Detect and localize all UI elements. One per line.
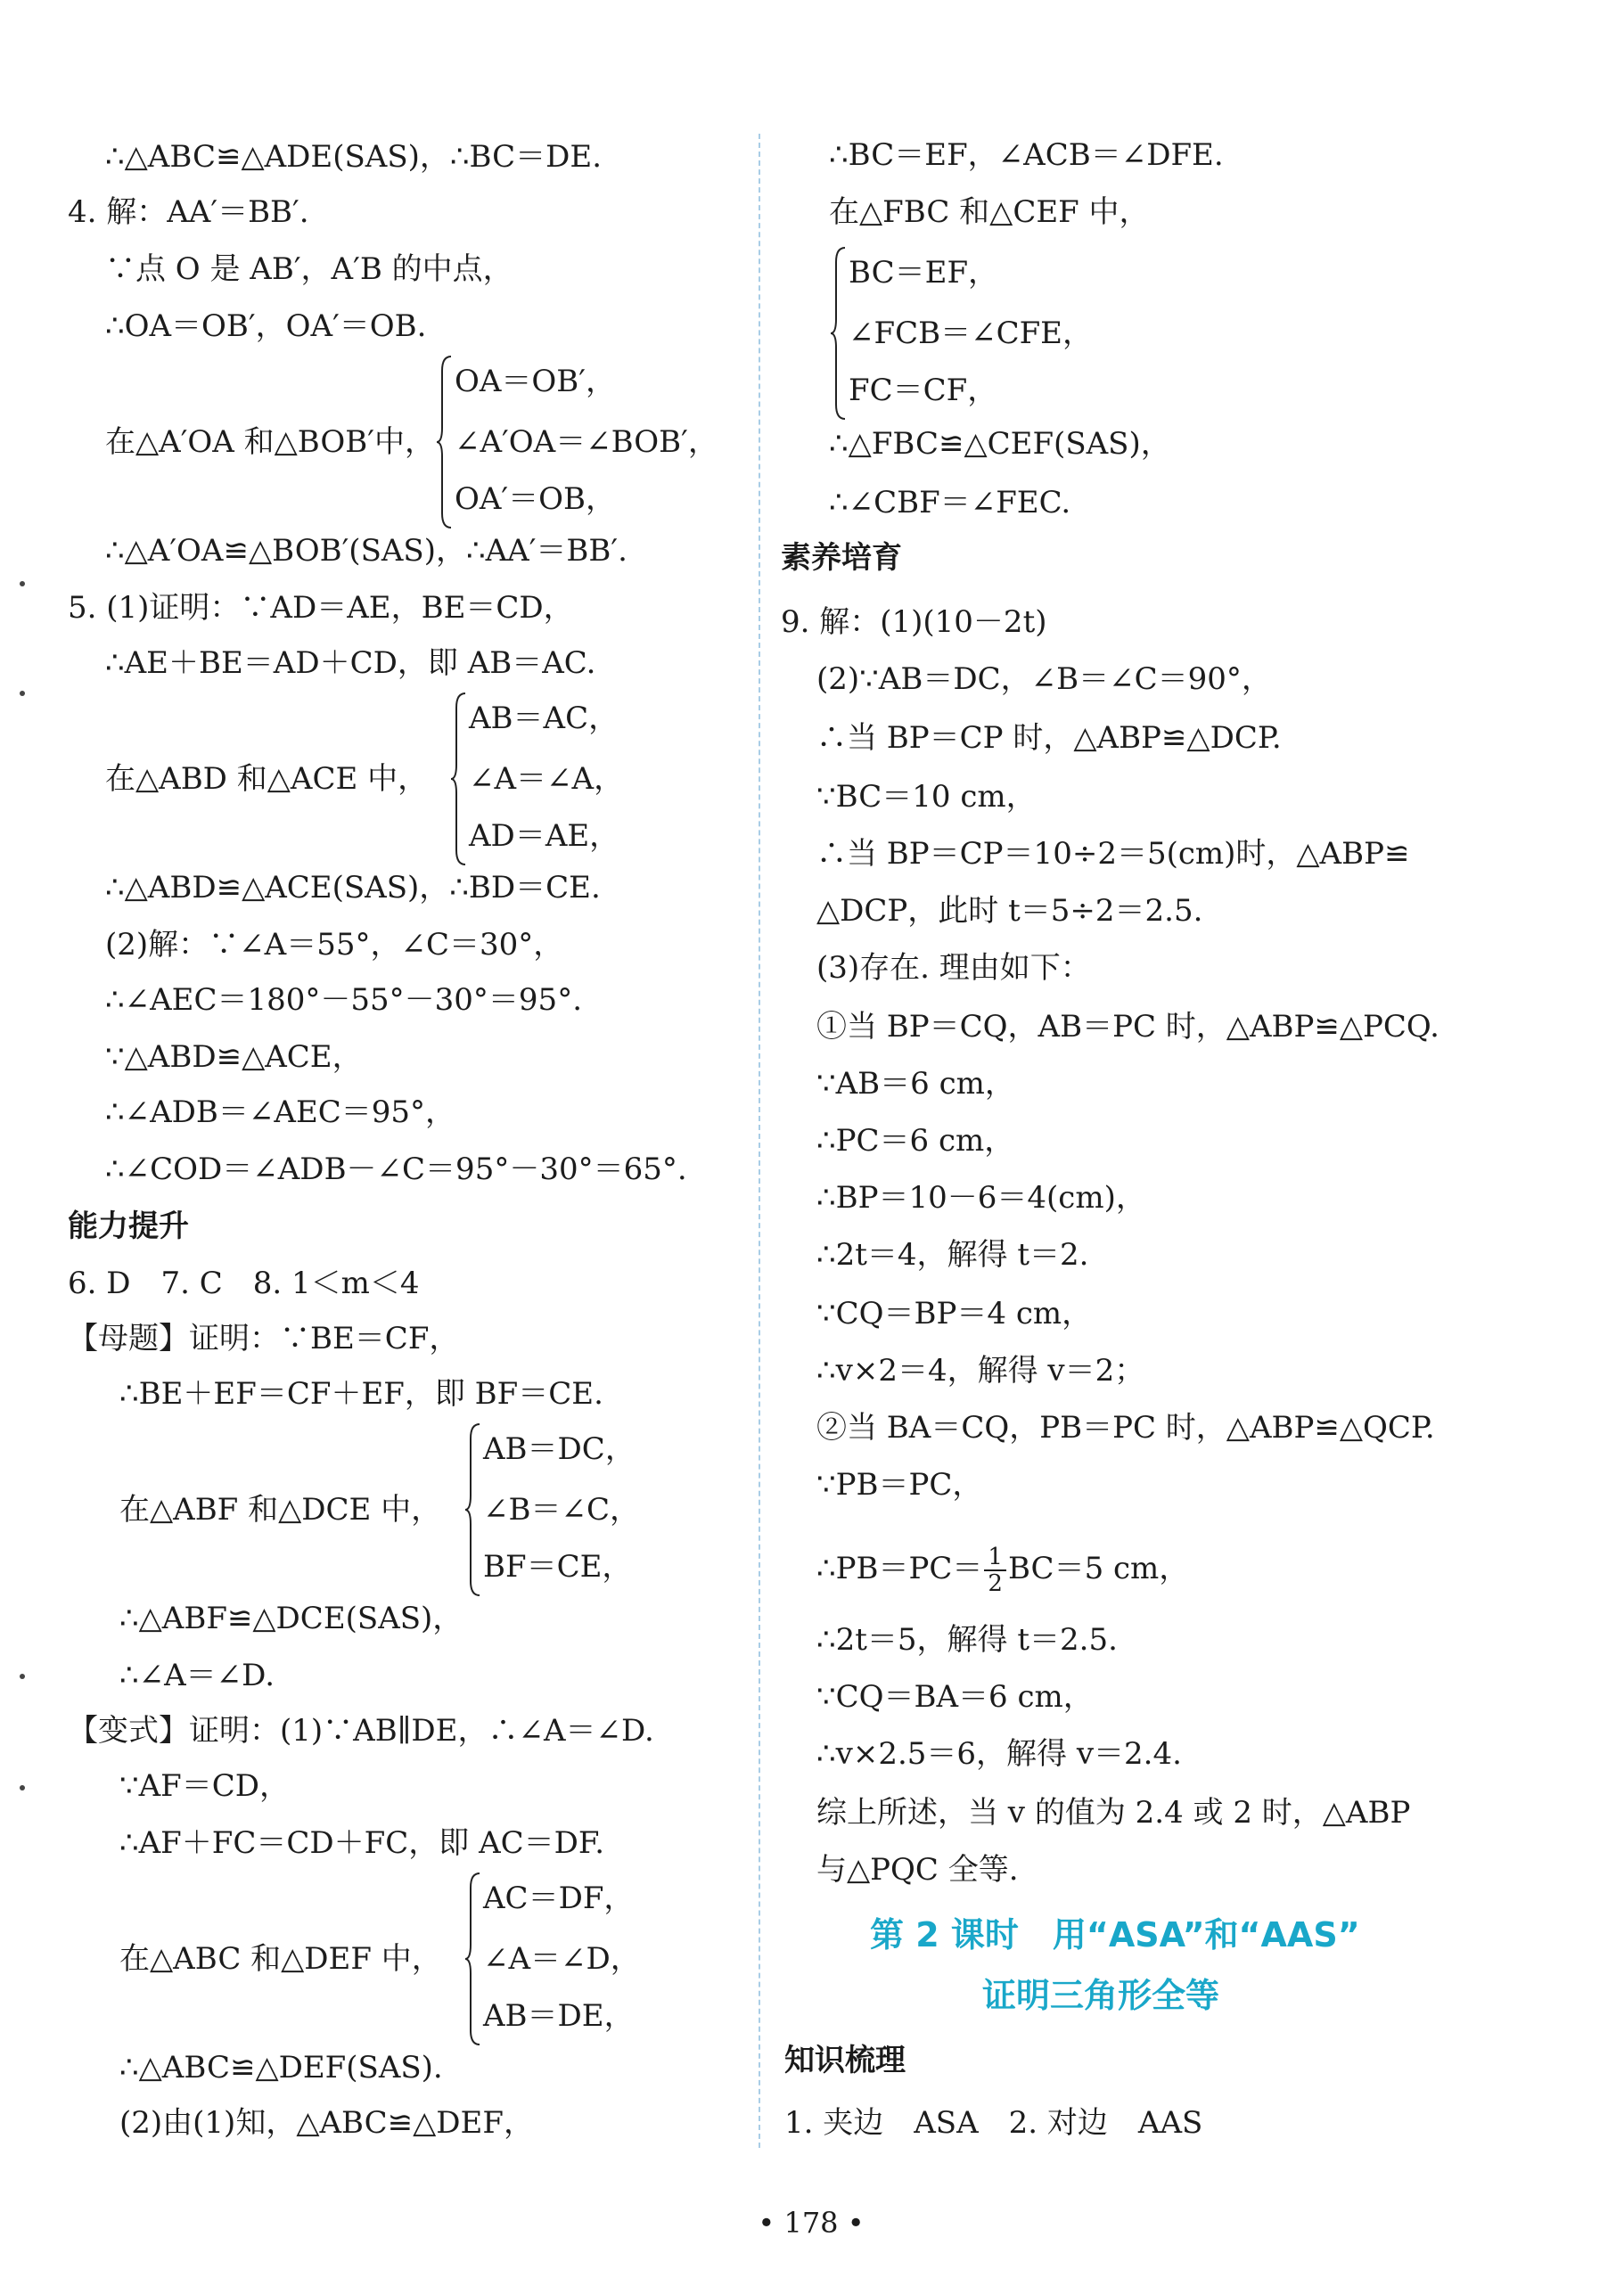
- variant-problem-heading: 【变式】证明：(1)∵AB∥DE，∴∠A＝∠D.: [68, 1713, 654, 1749]
- condition-2: ∠B＝∠C，: [483, 1492, 640, 1528]
- condition-system: [119, 1870, 743, 2048]
- column-divider: [759, 134, 760, 2148]
- solution-line: ∴∠CBF＝∠FEC.: [829, 485, 1071, 520]
- left-brace-icon: [463, 1870, 481, 2048]
- solution-line: ∴v×2.5＝6，解得 v＝2.4.: [816, 1736, 1182, 1772]
- fraction-line: [816, 1540, 1189, 1597]
- solution-line: ∴△ABC≌△ADE(SAS)，∴BC＝DE.: [105, 139, 603, 175]
- solution-line: △DCP，此时 t＝5÷2＝2.5.: [816, 893, 1203, 929]
- condition-1: AC＝DF，: [483, 1881, 635, 1916]
- condition-1: BC＝EF，: [849, 255, 999, 291]
- left-brace-icon: [829, 244, 847, 422]
- system-lead: 在△ABD 和△ACE 中，: [105, 761, 429, 797]
- margin-dot: [20, 581, 25, 586]
- fraction-denominator: 2: [988, 1570, 1003, 1597]
- mother-problem-heading: 【母题】证明：∵BE＝CF，: [68, 1321, 460, 1356]
- condition-3: FC＝CF，: [849, 373, 998, 408]
- solution-line: ∴△ABC≌△DEF(SAS).: [119, 2050, 443, 2085]
- solution-line: ∴当 BP＝CP＝10÷2＝5(cm)时，△ABP≌: [816, 836, 1410, 872]
- condition-2: ∠A＝∠A，: [469, 761, 625, 797]
- solution-line: ∴AE＋BE＝AD＋CD，即 AB＝AC.: [105, 645, 596, 681]
- solution-line: ∴2t＝4，解得 t＝2.: [816, 1237, 1089, 1273]
- solution-line: ∴AF＋FC＝CD＋FC，即 AC＝DF.: [119, 1825, 604, 1861]
- fraction-numerator: 1: [984, 1545, 1006, 1571]
- solution-line: ∵点 O 是 AB′，A′B 的中点，: [105, 251, 513, 287]
- knowledge-answers: 1. 夹边 ASA 2. 对边 AAS: [784, 2105, 1203, 2141]
- solution-line: ∵CQ＝BA＝6 cm，: [816, 1679, 1094, 1715]
- condition-system: [829, 244, 1364, 422]
- condition-system: [105, 353, 747, 531]
- solution-line: ∵AF＝CD，: [119, 1768, 291, 1804]
- solution-line: ∴∠A＝∠D.: [119, 1658, 275, 1693]
- condition-3: OA′＝OB，: [455, 481, 617, 517]
- left-brace-icon: [435, 353, 453, 531]
- section-heading: 知识梳理: [784, 2043, 906, 2078]
- answers-6-8: 6. D 7. C 8. 1＜m＜4: [68, 1266, 420, 1301]
- solution-line: (2)由(1)知，△ABC≌△DEF，: [119, 2105, 534, 2141]
- solution-line: ∴△ABF≌△DCE(SAS)，: [119, 1601, 463, 1636]
- condition-3: BF＝CE，: [483, 1549, 633, 1585]
- condition-system: [105, 690, 747, 868]
- solution-line: ∵△ABD≌△ACE，: [105, 1039, 363, 1075]
- solution-line: ∴△FBC≌△CEF(SAS)，: [829, 426, 1171, 462]
- condition-3: AD＝AE，: [469, 818, 620, 854]
- condition-3: AB＝DE，: [483, 1998, 635, 2034]
- problem-9-heading: 9. 解：(1)(10－2t): [781, 604, 1047, 640]
- solution-line: ∴∠AEC＝180°－55°－30°＝95°.: [105, 982, 583, 1018]
- problem-4-heading: 4. 解：AA′＝BB′.: [68, 194, 309, 230]
- problem-5-heading: 5. (1)证明：∵AD＝AE，BE＝CD，: [68, 590, 574, 626]
- lesson-title-line-1: 第 2 课时 用“ASA”和“AAS”: [870, 1915, 1360, 1954]
- condition-system: [119, 1421, 743, 1599]
- system-lead: 在△ABF 和△DCE 中，: [119, 1492, 442, 1528]
- solution-line: ∴OA＝OB′，OA′＝OB.: [105, 308, 427, 344]
- solution-line: ①当 BP＝CQ，AB＝PC 时，△ABP≌△PCQ.: [816, 1009, 1439, 1045]
- solution-line: ∴2t＝5，解得 t＝2.5.: [816, 1622, 1118, 1658]
- solution-line: ∴BE＋EF＝CF＋EF，即 BF＝CE.: [119, 1376, 603, 1412]
- solution-line: ∵PB＝PC，: [816, 1467, 983, 1503]
- solution-line: ∴△ABD≌△ACE(SAS)，∴BD＝CE.: [105, 870, 601, 905]
- solution-line: (2)∵AB＝DC，∠B＝∠C＝90°，: [816, 661, 1272, 697]
- system-lead: 在△ABC 和△DEF 中，: [119, 1941, 442, 1977]
- condition-2: ∠FCB＝∠CFE，: [849, 315, 1093, 351]
- solution-line: (2)解：∵∠A＝55°，∠C＝30°，: [105, 927, 564, 963]
- condition-2: ∠A′OA＝∠BOB′，: [455, 424, 718, 460]
- condition-1: OA＝OB′，: [455, 364, 617, 399]
- margin-dot: [20, 1674, 25, 1679]
- solution-line: 综上所述，当 v 的值为 2.4 或 2 时，△ABP: [816, 1795, 1411, 1831]
- section-heading: 能力提升: [68, 1209, 189, 1244]
- page-number: • 178 •: [758, 2206, 865, 2240]
- left-brace-icon: [463, 1421, 481, 1599]
- solution-line: ∴∠COD＝∠ADB－∠C＝95°－30°＝65°.: [105, 1151, 687, 1187]
- fraction: [984, 1545, 1006, 1596]
- solution-line: ∵AB＝6 cm，: [816, 1066, 1015, 1102]
- solution-line: ∴△A′OA≌△BOB′(SAS)，∴AA′＝BB′.: [105, 533, 627, 569]
- solution-line: ∴∠ADB＝∠AEC＝95°，: [105, 1094, 456, 1130]
- margin-dot: [20, 691, 25, 696]
- solution-line: ②当 BA＝CQ，PB＝PC 时，△ABP≌△QCP.: [816, 1410, 1435, 1446]
- condition-1: AB＝DC，: [483, 1431, 636, 1467]
- solution-line: ∴BC＝EF，∠ACB＝∠DFE.: [829, 137, 1224, 173]
- solution-line: ∴v×2＝4，解得 v＝2；: [816, 1353, 1145, 1389]
- solution-line: ∵BC＝10 cm，: [816, 779, 1037, 815]
- system-lead: 在△A′OA 和△BOB′中，: [105, 424, 435, 460]
- fraction-line-end: BC＝5 cm，: [1007, 1551, 1190, 1586]
- lesson-title-line-2: 证明三角形全等: [982, 1976, 1220, 2015]
- condition-2: ∠A＝∠D，: [483, 1941, 641, 1977]
- solution-line: ∴当 BP＝CP 时，△ABP≌△DCP.: [816, 720, 1282, 756]
- condition-1: AB＝AC，: [469, 701, 619, 736]
- solution-line: 与△PQC 全等.: [816, 1852, 1019, 1888]
- margin-dot: [20, 1785, 25, 1790]
- left-brace-icon: [449, 690, 467, 868]
- solution-line: 在△FBC 和△CEF 中，: [829, 194, 1150, 230]
- solution-line: ∴BP＝10－6＝4(cm)，: [816, 1180, 1146, 1216]
- solution-line: (3)存在. 理由如下：: [816, 950, 1091, 986]
- fraction-line-start: ∴PB＝PC＝: [816, 1551, 983, 1586]
- solution-line: ∵CQ＝BP＝4 cm，: [816, 1296, 1093, 1332]
- section-heading: 素养培育: [781, 540, 902, 576]
- solution-line: ∴PC＝6 cm，: [816, 1123, 1015, 1159]
